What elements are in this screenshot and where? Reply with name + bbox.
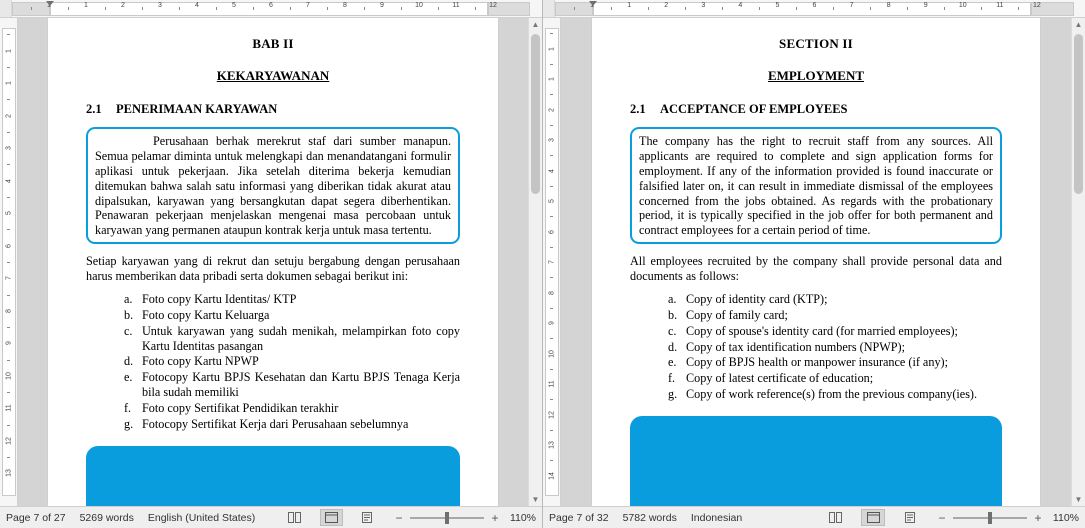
ruler-tick: [401, 7, 402, 10]
ruler-tick: [1018, 7, 1019, 10]
ruler-tick: [550, 216, 553, 217]
ruler-number: 9: [548, 321, 556, 325]
section-title: PENERIMAAN KARYAWAN: [116, 102, 278, 116]
ruler-number: 8: [5, 308, 13, 313]
ruler-tick: [475, 7, 476, 10]
ruler-tick: [833, 7, 834, 10]
document-body-right: [543, 18, 1085, 506]
zoom-in-button[interactable]: +: [1034, 510, 1042, 525]
scrollbar-thumb[interactable]: [531, 34, 540, 194]
scroll-up-arrow[interactable]: ▲: [531, 20, 540, 29]
redacted-block: [86, 446, 460, 506]
list-item: [112, 417, 460, 432]
lead-paragraph: Setiap karyawan yang di rekrut dan setuju bergabung dengan perusahaan harus memberikan data pribadi serta dokumen sebagai berikut ini:: [86, 254, 460, 283]
ruler-tick: [253, 7, 254, 10]
list-item: [112, 292, 460, 307]
highlighted-paragraph-box: [86, 127, 460, 244]
ruler-tick: [7, 262, 10, 263]
indent-marker-icon[interactable]: [589, 1, 597, 6]
ruler-tick: [722, 7, 723, 10]
ruler-number: 8: [886, 2, 891, 9]
ruler-number: 10: [5, 371, 13, 380]
zoom-controls-left[interactable]: [394, 511, 536, 525]
section-heading: [86, 102, 460, 117]
ruler-tick: [7, 360, 10, 361]
ruler-number: 5: [548, 199, 556, 203]
zoom-out-button[interactable]: −: [395, 510, 403, 525]
ruler-number: 1: [5, 81, 13, 86]
list-item: [656, 355, 1002, 370]
list-item-label: g.: [668, 387, 678, 402]
ruler-number: 13: [548, 441, 556, 449]
ruler-tick: [550, 460, 553, 461]
list-item-label: e.: [124, 370, 133, 385]
ruler-tick: [550, 155, 553, 156]
ruler-number: 3: [158, 2, 162, 9]
document-page-right[interactable]: [591, 18, 1041, 506]
outline-icon[interactable]: [357, 509, 380, 526]
boxed-paragraph: The company has the right to recruit staff from any sources. All applicants are required to complete and sign application forms for employment. If any of the information provided is found inaccurate or falsified later on, it can result in immediate dismissal of the employees concerned from the jobs obtained. As regards with the probationary period, it is typically specified in the job offer for both permanent and contract employees for a certain period of time.: [639, 134, 993, 238]
status-bar-right: [543, 506, 1085, 528]
ruler-tick: [216, 7, 217, 10]
zoom-slider[interactable]: [410, 512, 484, 524]
section-number: 2.1: [86, 102, 102, 116]
list-item-label: c.: [668, 323, 677, 338]
word-count[interactable]: 5269 words: [79, 511, 134, 524]
ruler-number: 10: [415, 2, 423, 9]
list-item: [112, 370, 460, 400]
ruler-tick: [7, 34, 10, 35]
list-item-text: Copy of tax identification numbers (NPWP);: [686, 339, 906, 354]
ruler-tick: [7, 327, 10, 328]
ruler-number: 1: [548, 77, 556, 81]
highlighted-paragraph-box: [630, 127, 1002, 244]
document-body-left: [0, 18, 542, 506]
ruler-tick: [574, 7, 575, 10]
ruler-number: 12: [1033, 2, 1041, 9]
ruler-tick: [7, 295, 10, 296]
list-item-text: Untuk karyawan yang sudah menikah, melampirkan foto copy Kartu Identitas pasangan: [142, 323, 460, 353]
ruler-tick: [7, 132, 10, 133]
redacted-block: [630, 416, 1002, 506]
document-canvas-right: [561, 18, 1071, 506]
ruler-number: 3: [701, 2, 706, 9]
chapter-heading: SECTION II: [779, 36, 853, 51]
ruler-tick: [105, 7, 106, 10]
document-list: [656, 292, 1002, 402]
list-item: [656, 292, 1002, 307]
list-item: [656, 324, 1002, 339]
chapter-subheading: KEKARYAWANAN: [216, 68, 330, 83]
ruler-tick: [7, 457, 10, 458]
ruler-number: 6: [548, 229, 556, 234]
ruler-number: 11: [452, 2, 460, 9]
web-layout-icon[interactable]: [320, 509, 343, 526]
zoom-level[interactable]: 110%: [1052, 511, 1079, 524]
ruler-tick: [870, 7, 871, 10]
ruler-number: 10: [548, 349, 556, 358]
list-item-label: b.: [124, 307, 134, 322]
ruler-tick: [550, 277, 553, 278]
language-indicator[interactable]: English (United States): [147, 511, 256, 524]
ruler-tick: [550, 430, 553, 431]
list-item-text: Foto copy Kartu Keluarga: [142, 307, 270, 322]
print-layout-icon[interactable]: [283, 509, 306, 526]
ruler-number: 3: [5, 146, 13, 151]
ruler-number: 13: [5, 469, 13, 478]
section-number: 2.1: [630, 102, 646, 116]
ruler-number: 11: [548, 380, 556, 388]
ruler-number: 11: [996, 2, 1004, 9]
language-indicator[interactable]: Indonesian: [690, 511, 743, 524]
ruler-number: 9: [380, 2, 384, 9]
section-title: ACCEPTANCE OF EMPLOYEES: [660, 102, 848, 116]
ruler-number: 11: [5, 404, 13, 413]
list-item: [112, 308, 460, 323]
ruler-number: 2: [121, 2, 125, 9]
list-item-label: a.: [668, 291, 677, 306]
list-item: [112, 354, 460, 369]
ruler-tick: [31, 7, 32, 10]
list-item: [656, 308, 1002, 323]
ruler-tick: [550, 94, 553, 95]
ruler-tick: [550, 64, 553, 65]
ruler-tick: [550, 247, 553, 248]
ruler-tick: [550, 186, 553, 187]
ruler-number: 5: [232, 2, 236, 9]
list-item-label: f.: [668, 371, 676, 386]
zoom-out-button[interactable]: −: [938, 510, 946, 525]
vertical-scrollbar-right[interactable]: [1071, 18, 1085, 506]
list-item-text: Copy of work reference(s) from the previous company(ies).: [686, 387, 978, 402]
ruler-number: 1: [548, 46, 556, 51]
ruler-tick: [981, 7, 982, 10]
ruler-number: 6: [269, 2, 273, 9]
ruler-tick: [550, 338, 553, 339]
ruler-corner-left[interactable]: [0, 0, 12, 17]
ruler-tick: [364, 7, 365, 10]
ruler-number: 6: [5, 243, 13, 248]
ruler-tick: [685, 7, 686, 10]
vertical-ruler-left[interactable]: [0, 18, 18, 506]
zoom-slider[interactable]: [953, 512, 1027, 524]
document-page-left[interactable]: [47, 18, 499, 506]
scroll-down-arrow[interactable]: ▼: [1074, 495, 1083, 504]
ruler-tick: [648, 7, 649, 10]
ruler-tick: [550, 308, 553, 309]
list-item-label: a.: [124, 291, 133, 306]
ruler-number: 2: [664, 2, 669, 9]
ruler-number: 1: [47, 2, 51, 9]
ruler-number: 2: [5, 113, 13, 118]
ruler-tick: [759, 7, 760, 10]
list-item-text: Foto copy Kartu NPWP: [142, 354, 259, 369]
ruler-tick: [7, 164, 10, 165]
list-item-label: d.: [668, 339, 678, 354]
ruler-tick: [550, 369, 553, 370]
list-item-text: Copy of family card;: [686, 307, 788, 322]
ruler-number: 1: [84, 2, 88, 9]
ruler-number: 8: [343, 2, 347, 9]
ruler-tick: [179, 7, 180, 10]
print-layout-icon[interactable]: [823, 509, 847, 526]
ruler-number: 10: [958, 2, 967, 9]
ruler-number: 7: [548, 260, 556, 264]
ruler-tick: [142, 7, 143, 10]
list-item-text: Copy of spouse's identity card (for married employees);: [686, 323, 958, 338]
ruler-number: 6: [812, 2, 817, 9]
status-bar-left: [0, 506, 542, 528]
ruler-number: 8: [548, 290, 556, 295]
ruler-tick: [290, 7, 291, 10]
ruler-tick: [550, 399, 553, 400]
ruler-tick: [327, 7, 328, 10]
zoom-controls-right[interactable]: [937, 511, 1079, 525]
ruler-tick: [7, 197, 10, 198]
list-item-text: Copy of identity card (KTP);: [686, 291, 828, 306]
ruler-tick: [7, 425, 10, 426]
ruler-tick: [68, 7, 69, 10]
ruler-tick: [611, 7, 612, 10]
zoom-in-button[interactable]: +: [491, 510, 499, 525]
list-item-label: e.: [668, 355, 677, 370]
list-item-text: Fotocopy Kartu BPJS Kesehatan dan Kartu BPJS Tenaga Kerja bila sudah memiliki: [142, 370, 460, 400]
ruler-number: 9: [923, 2, 928, 9]
list-item: [112, 324, 460, 354]
scroll-down-arrow[interactable]: ▼: [531, 495, 540, 504]
horizontal-ruler-left[interactable]: [0, 0, 542, 18]
list-item-text: Foto copy Kartu Identitas/ KTP: [142, 291, 297, 306]
ruler-number: 4: [195, 2, 199, 9]
ruler-tick: [438, 7, 439, 10]
section-heading: [630, 102, 1002, 117]
chapter-heading: BAB II: [252, 36, 294, 51]
scrollbar-thumb[interactable]: [1074, 34, 1083, 194]
zoom-level[interactable]: 110%: [509, 511, 537, 524]
ruler-number: 14: [548, 471, 556, 480]
list-item: [656, 387, 1002, 402]
ruler-number: 4: [548, 168, 556, 173]
ruler-number: 12: [489, 2, 497, 9]
ruler-tick: [550, 33, 553, 34]
ruler-number: 1: [5, 48, 13, 53]
ruler-number: 9: [5, 341, 13, 346]
ruler-number: 7: [306, 2, 310, 9]
word-count[interactable]: 5782 words: [622, 511, 677, 524]
web-layout-icon[interactable]: [861, 509, 885, 526]
ruler-number: 5: [5, 211, 13, 216]
list-item: [656, 371, 1002, 386]
ruler-number: 1: [627, 2, 632, 9]
list-item-label: f.: [124, 401, 132, 415]
list-item: [112, 401, 460, 416]
ruler-tick: [7, 229, 10, 230]
ruler-number: 12: [548, 410, 556, 419]
chapter-subheading: EMPLOYMENT: [767, 68, 865, 83]
ruler-tick: [944, 7, 945, 10]
vertical-scrollbar-left[interactable]: [528, 18, 542, 506]
list-item-label: b.: [668, 307, 678, 322]
ruler-corner-right[interactable]: [543, 0, 555, 17]
list-item-label: c.: [124, 323, 133, 338]
list-item-label: d.: [124, 354, 134, 369]
ruler-number: 4: [738, 2, 743, 9]
ruler-tick: [907, 7, 908, 10]
list-item-text: Copy of BPJS health or manpower insurance (if any);: [686, 355, 948, 370]
ruler-tick: [796, 7, 797, 10]
indent-marker-icon[interactable]: [46, 1, 54, 6]
ruler-number: 12: [5, 437, 13, 445]
ruler-number: 3: [548, 138, 556, 142]
scroll-up-arrow[interactable]: ▲: [1074, 20, 1083, 29]
list-item-text: Fotocopy Sertifikat Kerja dari Perusahaan sebelumnya: [142, 416, 409, 431]
vertical-ruler-right[interactable]: [543, 18, 561, 506]
page-indicator[interactable]: Page 7 of 32: [549, 511, 609, 524]
boxed-paragraph: Perusahaan berhak merekrut staf dari sumber manapun. Semua pelamar diminta untuk melengkapi dan menandatangani formulir aplikasi untuk pekerjaan. Jika setelah diterima bekerja kemudian ditemukan bahwa salah satu informasi yang diberikan tidak akurat atau dipalsukan, karyawan yang bersangkutan dapat segera diberhentikan. Penawaran pekerjaan menjelaskan mengenai masa percobaan untuk karyawan yang permanen ataupun kontrak kerja untuk masa tertentu.: [95, 134, 451, 238]
page-indicator[interactable]: Page 7 of 27: [6, 511, 66, 524]
outline-icon[interactable]: [899, 509, 923, 526]
ruler-number: 7: [5, 276, 13, 281]
left-document-pane: [0, 0, 542, 528]
document-list: [112, 292, 460, 432]
lead-paragraph: All employees recruited by the company shall provide personal data and documents as follows:: [630, 254, 1002, 283]
ruler-tick: [550, 125, 553, 126]
horizontal-ruler-right[interactable]: [543, 0, 1085, 18]
list-item: [656, 340, 1002, 355]
list-item-label: g.: [124, 416, 134, 431]
right-document-pane: [542, 0, 1085, 528]
ruler-number: 1: [590, 2, 595, 9]
ruler-number: 5: [775, 2, 780, 9]
ruler-number: 7: [849, 2, 854, 9]
list-item-text: Foto copy Sertifikat Pendidikan terakhir: [142, 401, 339, 415]
ruler-tick: [7, 392, 10, 393]
document-canvas-left: [18, 18, 528, 506]
ruler-number: 4: [5, 178, 13, 183]
ruler-tick: [7, 67, 10, 68]
zoom-slider-knob[interactable]: [988, 512, 992, 524]
zoom-slider-knob[interactable]: [445, 512, 449, 524]
ruler-number: 2: [548, 107, 556, 112]
list-item-text: Copy of latest certificate of education;: [686, 371, 874, 386]
ruler-tick: [7, 99, 10, 100]
